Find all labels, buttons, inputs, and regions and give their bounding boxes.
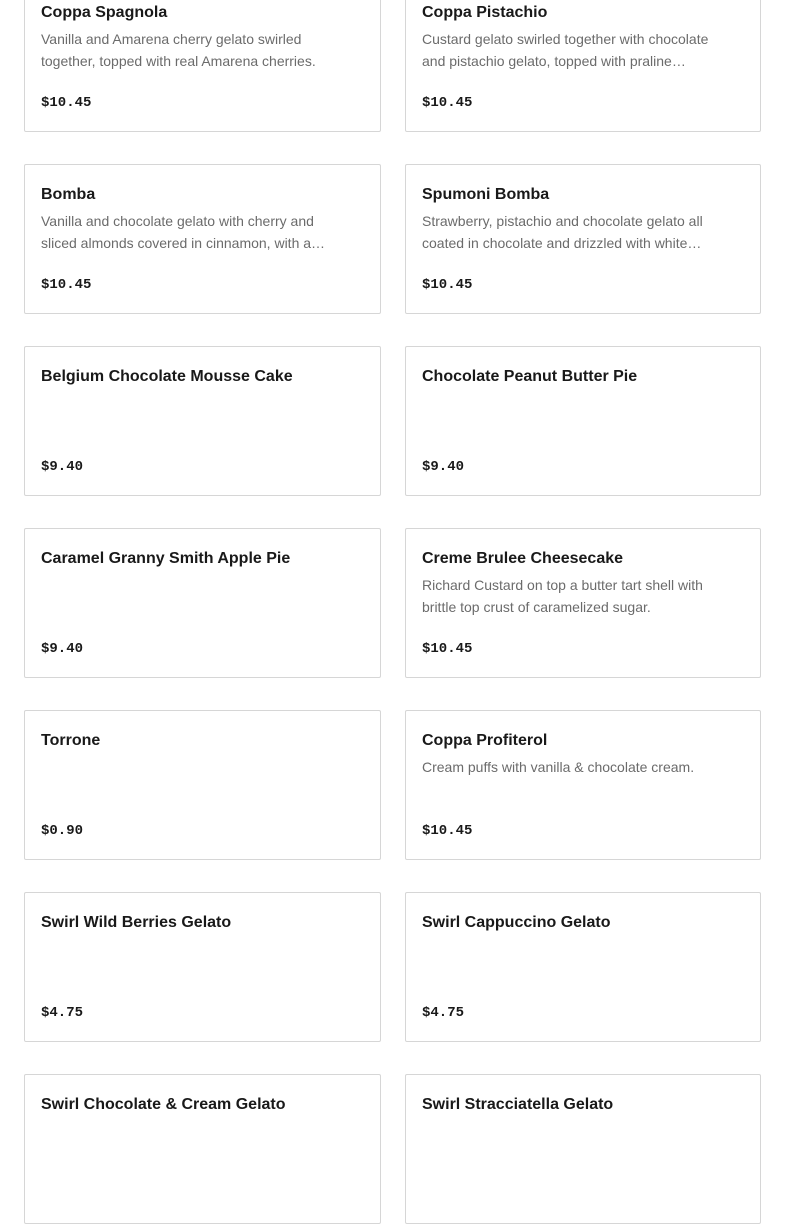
menu-item-name: Swirl Cappuccino Gelato: [422, 914, 611, 931]
menu-item-name: Swirl Stracciatella Gelato: [422, 1096, 614, 1113]
menu-item-name: Bomba: [41, 186, 96, 203]
menu-item-card[interactable]: [24, 1074, 381, 1224]
menu-item-price: $10.45: [41, 277, 92, 293]
menu-item-description: Custard gelato swirled together with chocolate and pistachio gelato, topped with praline…: [422, 31, 709, 69]
menu-item-price: $9.40: [422, 459, 465, 475]
menu-item-card[interactable]: [405, 0, 761, 132]
menu-item-card[interactable]: [405, 1074, 761, 1224]
menu-item-name: Swirl Wild Berries Gelato: [41, 914, 232, 931]
menu-item-card[interactable]: [405, 892, 761, 1042]
menu-item-description: Richard Custard on top a butter tart shell with brittle top crust of caramelized sugar.: [422, 577, 703, 615]
menu-item-name: Coppa Spagnola: [41, 4, 168, 21]
menu-item-card[interactable]: [405, 528, 761, 678]
menu-item-card[interactable]: [405, 164, 761, 314]
menu-item-price: $10.45: [41, 95, 92, 111]
menu-item-price: $4.75: [41, 1005, 84, 1021]
menu-item-description: Cream puffs with vanilla & chocolate cream.: [422, 759, 695, 775]
menu-item-price: $0.90: [41, 823, 84, 839]
menu-item-name: Caramel Granny Smith Apple Pie: [41, 550, 291, 567]
menu-item-card[interactable]: [24, 0, 381, 132]
menu-item-name: Creme Brulee Cheesecake: [422, 550, 624, 567]
menu-item-name: Coppa Profiterol: [422, 732, 548, 749]
menu-item-name: Coppa Pistachio: [422, 4, 548, 21]
menu-item-price: $10.45: [422, 277, 473, 293]
menu-item-description: Vanilla and chocolate gelato with cherry and sliced almonds covered in cinnamon, with a…: [41, 213, 326, 251]
menu-item-price: $10.45: [422, 95, 473, 111]
menu-item-card[interactable]: [405, 710, 761, 860]
menu-item-grid: [24, 0, 761, 1224]
menu-item-description: Vanilla and Amarena cherry gelato swirled together, topped with real Amarena cherries.: [41, 31, 316, 69]
menu-item-card[interactable]: [24, 528, 381, 678]
menu-item-card[interactable]: [24, 164, 381, 314]
menu-item-price: $10.45: [422, 823, 473, 839]
menu-item-card[interactable]: [24, 346, 381, 496]
menu-item-card[interactable]: [405, 346, 761, 496]
menu-item-name: Spumoni Bomba: [422, 186, 550, 203]
menu-item-name: Torrone: [41, 732, 101, 749]
menu-item-price: $10.45: [422, 641, 473, 657]
menu-item-name: Swirl Chocolate & Cream Gelato: [41, 1096, 286, 1113]
menu-item-name: Belgium Chocolate Mousse Cake: [41, 368, 293, 385]
menu-item-card[interactable]: [24, 710, 381, 860]
menu-item-description: Strawberry, pistachio and chocolate gelato all coated in chocolate and drizzled with white…: [422, 213, 703, 251]
menu-item-price: $9.40: [41, 641, 84, 657]
menu-item-card[interactable]: [24, 892, 381, 1042]
menu-item-price: $4.75: [422, 1005, 465, 1021]
menu-item-price: $9.40: [41, 459, 84, 475]
menu-item-name: Chocolate Peanut Butter Pie: [422, 368, 638, 385]
